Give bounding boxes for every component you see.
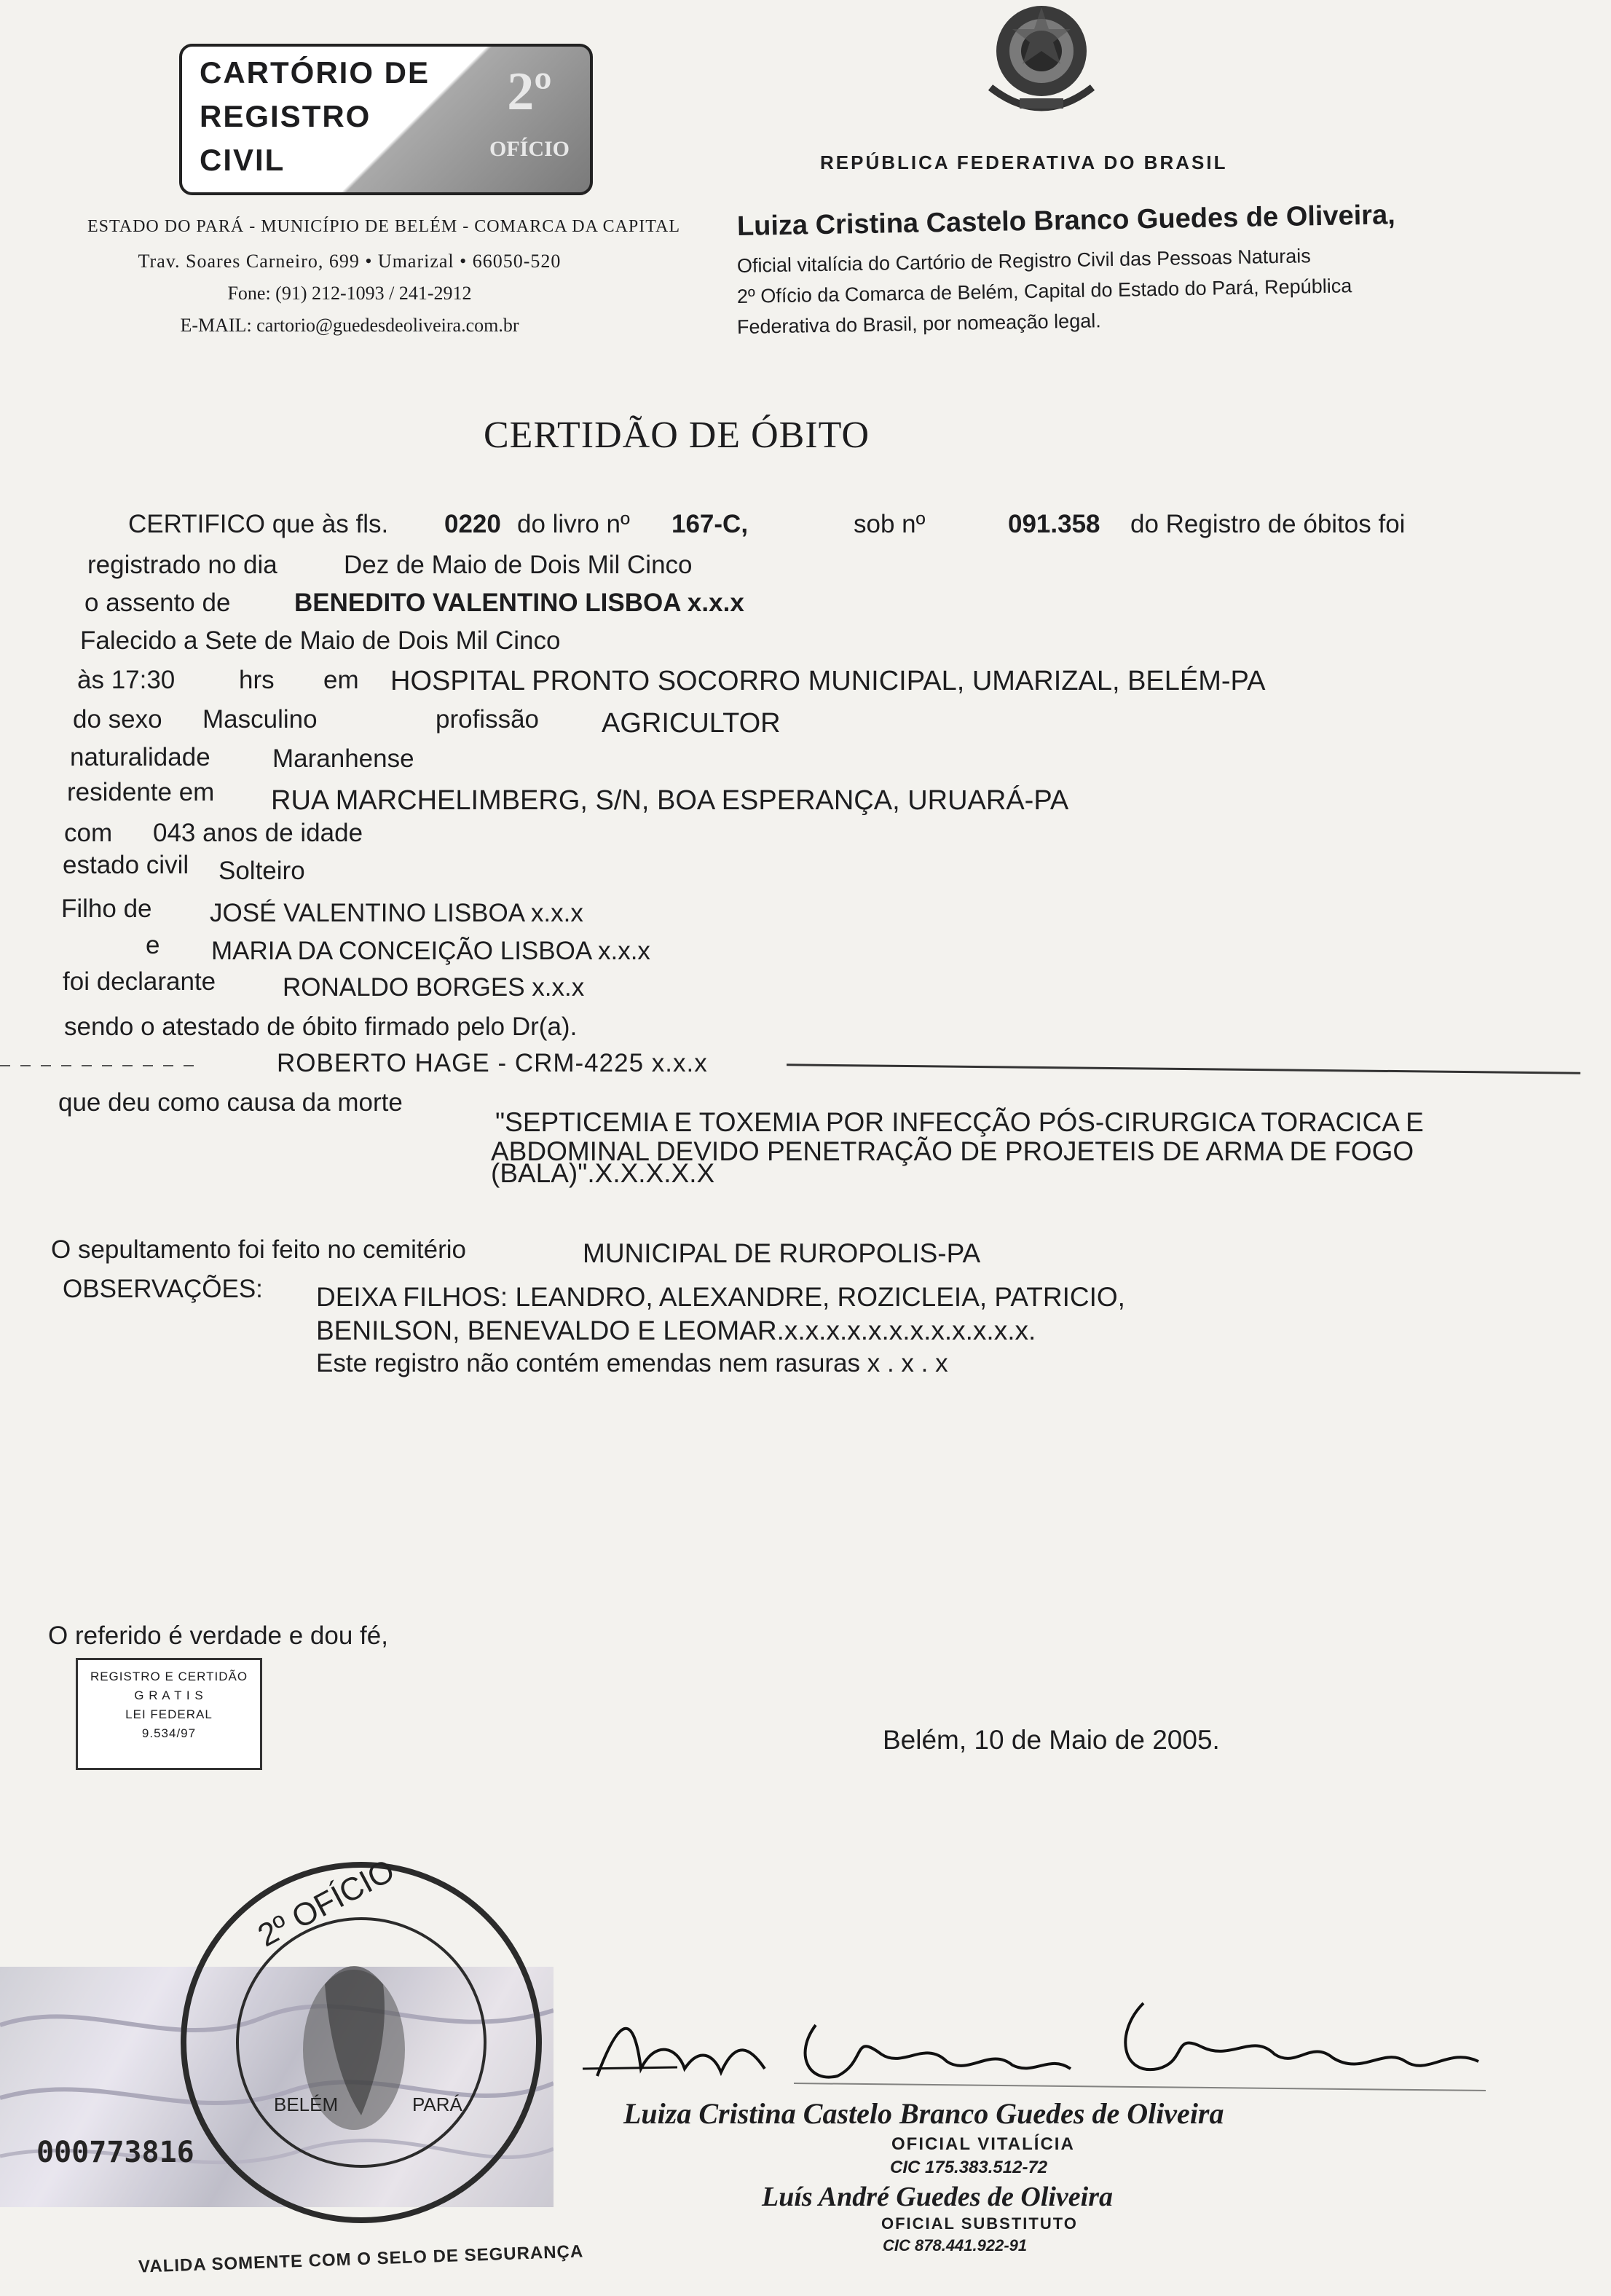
death-time: às 17:30 [77,666,176,694]
declarant-label: foi declarante [63,967,216,996]
logo-number: 2º OFÍCIO [489,62,570,161]
cause-label: que deu como causa da morte [58,1088,403,1117]
official-line-4: Federativa do Brasil, por nomeação legal. [736,310,1101,338]
observations-line-2: BENILSON, BENEVALDO E LEOMAR.x.x.x.x.x.x.x.x.x.x.x.x. [316,1316,1036,1345]
hrs-label: hrs [239,666,275,694]
official-name: Luiza Cristina Castelo Branco Guedes de Oliveira, [736,200,1396,242]
burial-label: O sepultamento foi feito no cemitério [51,1235,467,1264]
cause-line-2: ABDOMINAL DEVIDO PENETRAÇÃO DE PROJETEIS DE ARMA DE FOGO [491,1136,1414,1166]
naturality-label: naturalidade [70,743,210,771]
sex-value: Masculino [202,705,318,734]
death-place: HOSPITAL PRONTO SOCORRO MUNICIPAL, UMARIZAL, BELÉM-PA [390,666,1266,696]
physician: ROBERTO HAGE - CRM-4225 x.x.x [277,1049,708,1077]
certificate-signed-text: sendo o atestado de óbito firmado pelo Dr(a). [64,1013,578,1041]
death-date: Falecido a Sete de Maio de Dois Mil Cinco [80,626,561,655]
cert-line-1-a: CERTIFICO que às fls. [128,510,389,538]
parents-label: Filho de [61,895,152,923]
cert-livro: 167-C, [671,510,749,538]
profession-label: profissão [436,705,540,734]
free-registry-stamp: REGISTRO E CERTIDÃO G R A T I S LEI FEDERAL 9.534/97 [76,1658,262,1770]
civil-status-value: Solteiro [218,857,305,885]
signatory-1-cic: CIC 175.383.512-72 [890,2158,1048,2177]
coat-of-arms-icon [976,0,1107,131]
observations-label: OBSERVAÇÕES: [63,1275,263,1303]
address-line-2: Trav. Soares Carneiro, 699 • Umarizal • 66050-520 [138,251,562,272]
age-value: 043 anos de idade [153,819,363,847]
cert-number: 091.358 [1008,510,1100,538]
address-line-4: E-MAIL: cartorio@guedesdeoliveira.com.br [180,315,519,336]
stamp-belem: BELÉM [274,2093,339,2115]
stamp-para: PARÁ [412,2093,462,2115]
age-label: com [64,819,113,847]
deceased-name: BENEDITO VALENTINO LISBOA x.x.x [294,589,744,617]
civil-status-label: estado civil [63,851,189,879]
observations-line-1: DEIXA FILHOS: LEANDRO, ALEXANDRE, ROZICLEIA, PATRICIO, [316,1282,1125,1312]
divider-line-left [0,1065,204,1066]
and-label: e [146,931,160,959]
official-line-2: Oficial vitalícia do Cartório de Registro Civil das Pessoas Naturais [736,245,1311,277]
handwritten-signature [575,1989,1515,2112]
sex-label: do sexo [73,705,162,734]
address-line-1: ESTADO DO PARÁ - MUNICÍPIO DE BELÉM - COMARCA DA CAPITAL [87,217,680,236]
assento-label: o assento de [84,589,231,617]
registry-logo [179,44,593,195]
father-name: JOSÉ VALENTINO LISBOA x.x.x [210,899,583,927]
signatory-2-role: OFICIAL SUBSTITUTO [881,2214,1078,2233]
profession-value: AGRICULTOR [602,708,781,739]
signatory-1-name: Luiza Cristina Castelo Branco Guedes de Oliveira [623,2097,1224,2130]
place-and-date: Belém, 10 de Maio de 2005. [883,1725,1220,1755]
cert-line-1-b: do livro nº [517,510,630,538]
address-line-3: Fone: (91) 212-1093 / 241-2912 [227,283,472,304]
residence-label: residente em [67,778,215,806]
divider-line [787,1064,1580,1074]
footer-validity-note: VALIDA SOMENTE COM O SELO DE SEGURANÇA [138,2241,584,2277]
signatory-1-role: OFICIAL VITALÍCIA [891,2134,1075,2154]
registered-label: registrado no dia [87,551,277,579]
mother-name: MARIA DA CONCEIÇÃO LISBOA x.x.x [211,937,650,965]
official-line-3: 2º Ofício da Comarca de Belém, Capital do Estado do Pará, República [736,275,1352,307]
cert-fls: 0220 [444,510,501,538]
observations-line-3: Este registro não contém emendas nem rasuras x . x . x [316,1349,948,1377]
cause-line-3: (BALA)".X.X.X.X.X [491,1158,715,1188]
logo-line-3: CIVIL [200,143,285,177]
official-round-stamp [172,1853,551,2232]
signatory-2-cic: CIC 878.441.922-91 [883,2236,1028,2254]
registered-date: Dez de Maio de Dois Mil Cinco [344,551,693,579]
burial-place: MUNICIPAL DE RUROPOLIS-PA [583,1238,981,1268]
em-label: em [323,666,359,694]
logo-line-1: CARTÓRIO DE [200,55,430,90]
stamp-oficio: 2º OFÍCIO [252,1852,401,1954]
seal-number: 000773816 [36,2136,194,2169]
cause-line-1: "SEPTICEMIA E TOXEMIA POR INFECÇÃO PÓS-CIRURGICA TORACICA E [495,1107,1424,1137]
logo-line-2: REGISTRO [200,99,371,133]
cert-line-1-d: do Registro de óbitos foi [1130,510,1406,538]
cert-line-1-c: sob nº [854,510,926,538]
residence-value: RUA MARCHELIMBERG, S/N, BOA ESPERANÇA, URUARÁ-PA [271,785,1069,816]
declarant-name: RONALDO BORGES x.x.x [283,973,585,1002]
signatory-2-name: Luís André Guedes de Oliveira [762,2182,1114,2212]
document-title: CERTIDÃO DE ÓBITO [484,414,870,456]
attestation-text: O referido é verdade e dou fé, [48,1621,388,1650]
republic-title: REPÚBLICA FEDERATIVA DO BRASIL [820,152,1228,173]
naturality-value: Maranhense [272,744,414,773]
